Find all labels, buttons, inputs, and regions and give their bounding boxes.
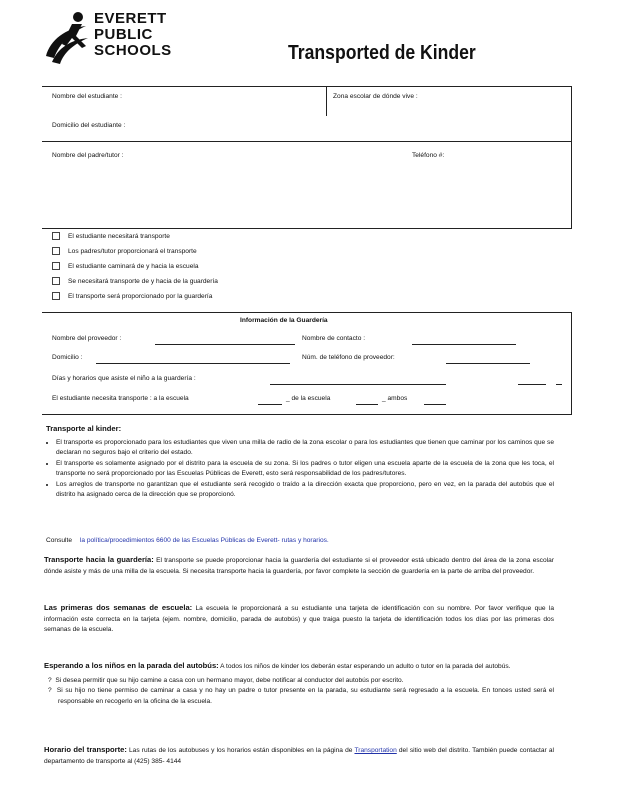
daycare-transport-section (44, 555, 554, 577)
daycare-address-label: Domicilio : (52, 354, 83, 361)
checkbox[interactable] (52, 247, 60, 255)
waiting-item: Si su hijo no tiene permiso de caminar a casa y no hay un padre o tutor presente en la parada, su estudiante será regresado a la escuela. En tonces usted será el responsable en recogerlo en la oficina de la escuela. (56, 687, 554, 705)
student-name-label: Nombre del estudiante : (52, 93, 123, 100)
daycare-box-top (42, 312, 572, 313)
kinder-bullets (42, 438, 554, 500)
waiting-item: Si desea permitir que su hijo camine a casa con un hermano mayor, debe notificar al conductor del autobús por escrito. (55, 676, 404, 684)
bullet-marker: ? (48, 687, 57, 695)
option-student-walks[interactable]: El estudiante caminará de y hacia la escuela (52, 262, 199, 270)
kinder-section-title: Transporte al kinder: (46, 424, 122, 433)
district-logo (42, 10, 192, 68)
box-divider (326, 86, 327, 116)
provider-phone-field[interactable] (446, 363, 530, 364)
option-daycare-transport[interactable]: Se necesitará transporte de y hacia de la guardería (52, 277, 218, 285)
list-item: • El transporte es proporcionado para los estudiantes que viven una milla de radio de la zona escolar o para los estudiantes que tienen que caminar por los caminos que se declaran no seguros bajo el criterio del estado. (56, 438, 554, 459)
daycare-box-bottom (42, 414, 572, 415)
box-bottom-border (42, 228, 572, 229)
box-top-border (42, 86, 572, 87)
provider-phone-label: Núm. de teléfono de proveedor: (302, 354, 395, 361)
contact-name-label: Nombre de contacto : (302, 335, 366, 342)
checkbox[interactable] (52, 277, 60, 285)
transportation-link[interactable]: Transportation (354, 747, 397, 754)
daycare-box-right (571, 312, 572, 414)
box-row-line (42, 141, 572, 142)
schedule-text-2: del sitio web del distrito. También puede contactar al departamento de transporte al (425) 385- 4144 (44, 747, 554, 765)
checkbox[interactable] (52, 292, 60, 300)
list-item: • Los arreglos de transporte no garantizan que el estudiante será recogido o traído a la dirección exacta que proporciono, pero en vez, en la parada del autobús que el distrito ha asignado cerca de la dirección que se proporcionó. (56, 480, 554, 501)
policy-link[interactable]: la política/procedimientos 6600 de las Escuelas Públicas de Everett- rutas y horarios. (79, 537, 329, 544)
first-weeks-text: La escuela le proporcionará a su estudiante una tarjeta de identificación con su nombre. Por favor verifique que la información este correcta en la tarjeta (ejem. nombre, domicilio, parada de autobús) y que traiga puesto la tarjeta de identificación todos los días por las primeras dos semanas de la escuela. (44, 605, 554, 634)
list-item: • El transporte es solamente asignado por el distrito para la escuela de su zona. Si los padres o tutor eligen una escuela aparte de la escuela de la zona que les toca, el transporte no será proporcionado por las Escuelas Públicas de Everett, esto será responsabilidad de los padres/tutores. (56, 459, 554, 480)
logo-line-3: SCHOOLS (94, 42, 172, 59)
first-weeks-title: Las primeras dos semanas de escuela: (44, 603, 193, 612)
both-field[interactable] (424, 404, 446, 405)
from-school-field[interactable] (356, 404, 378, 405)
option-student-needs-transport[interactable]: El estudiante necesitará transporte (52, 232, 170, 240)
days-hours-extra-field[interactable] (518, 384, 546, 385)
daycare-transport-text: El transporte se puede proporcionar hacia la guardería del estudiante si el proveedor está ubicado dentro del área de la zona escolar dónde asiste y más de una milla de la escuela. Si necesita transporte hacia la guardería, por favor complete la sección de guardería en la parte de arriba del proveedor. (44, 557, 554, 575)
logo-line-1: EVERETT (94, 10, 167, 27)
provider-name-field[interactable] (155, 344, 295, 345)
contact-name-field[interactable] (412, 344, 516, 345)
waiting-title: Esperando a los niños en la parada del autobús: (44, 661, 219, 670)
provider-name-label: Nombre del proveedor : (52, 335, 122, 342)
to-school-field[interactable] (258, 404, 282, 405)
days-hours-extra-field-2[interactable] (556, 384, 562, 385)
schedule-text: Las rutas de los autobuses y los horarios están disponibles en la página de (129, 747, 353, 754)
schedule-title: Horario del transporte: (44, 745, 127, 754)
daycare-title: Información de la Guardería (240, 317, 328, 324)
consult-line: Consulte la política/procedimientos 6600 de las Escuelas Públicas de Everett- rutas y horarios. (46, 537, 329, 544)
logo-line-2: PUBLIC (94, 26, 153, 43)
student-needs-label: El estudiante necesita transporte : a la escuela (52, 395, 189, 402)
school-zone-label: Zona escolar de dónde vive : (333, 93, 418, 100)
checkbox[interactable] (52, 232, 60, 240)
box-right-border (571, 86, 572, 228)
parent-name-label: Nombre del padre/tutor : (52, 152, 124, 159)
schedule-section (44, 745, 554, 767)
option-daycare-provides[interactable]: El transporte será proporcionado por la guardería (52, 292, 212, 300)
waiting-section (44, 661, 554, 707)
option-parents-provide[interactable]: Los padres/tutor proporcionará el transporte (52, 247, 197, 255)
bullet-marker: ? (48, 676, 56, 684)
runner-figure-icon (42, 10, 94, 66)
student-address-label: Domicilio del estudiante : (52, 122, 126, 129)
checkbox[interactable] (52, 262, 60, 270)
days-hours-field[interactable] (270, 384, 446, 385)
daycare-transport-title: Transporte hacia la guardería: (44, 555, 154, 564)
phone-label: Teléfono #: (412, 152, 445, 159)
both-label: _ ambos (382, 395, 408, 402)
from-school-label: _ de la escuela (286, 395, 331, 402)
waiting-text: A todos los niños de kinder los deberán estar esperando un adulto o tutor en la parada del autobús. (220, 663, 511, 670)
first-weeks-section (44, 603, 554, 636)
daycare-address-field[interactable] (96, 363, 290, 364)
page-title: Transported de Kinder (288, 42, 476, 64)
days-hours-label: Días y horarios que asiste el niño a la guardería : (52, 375, 196, 382)
